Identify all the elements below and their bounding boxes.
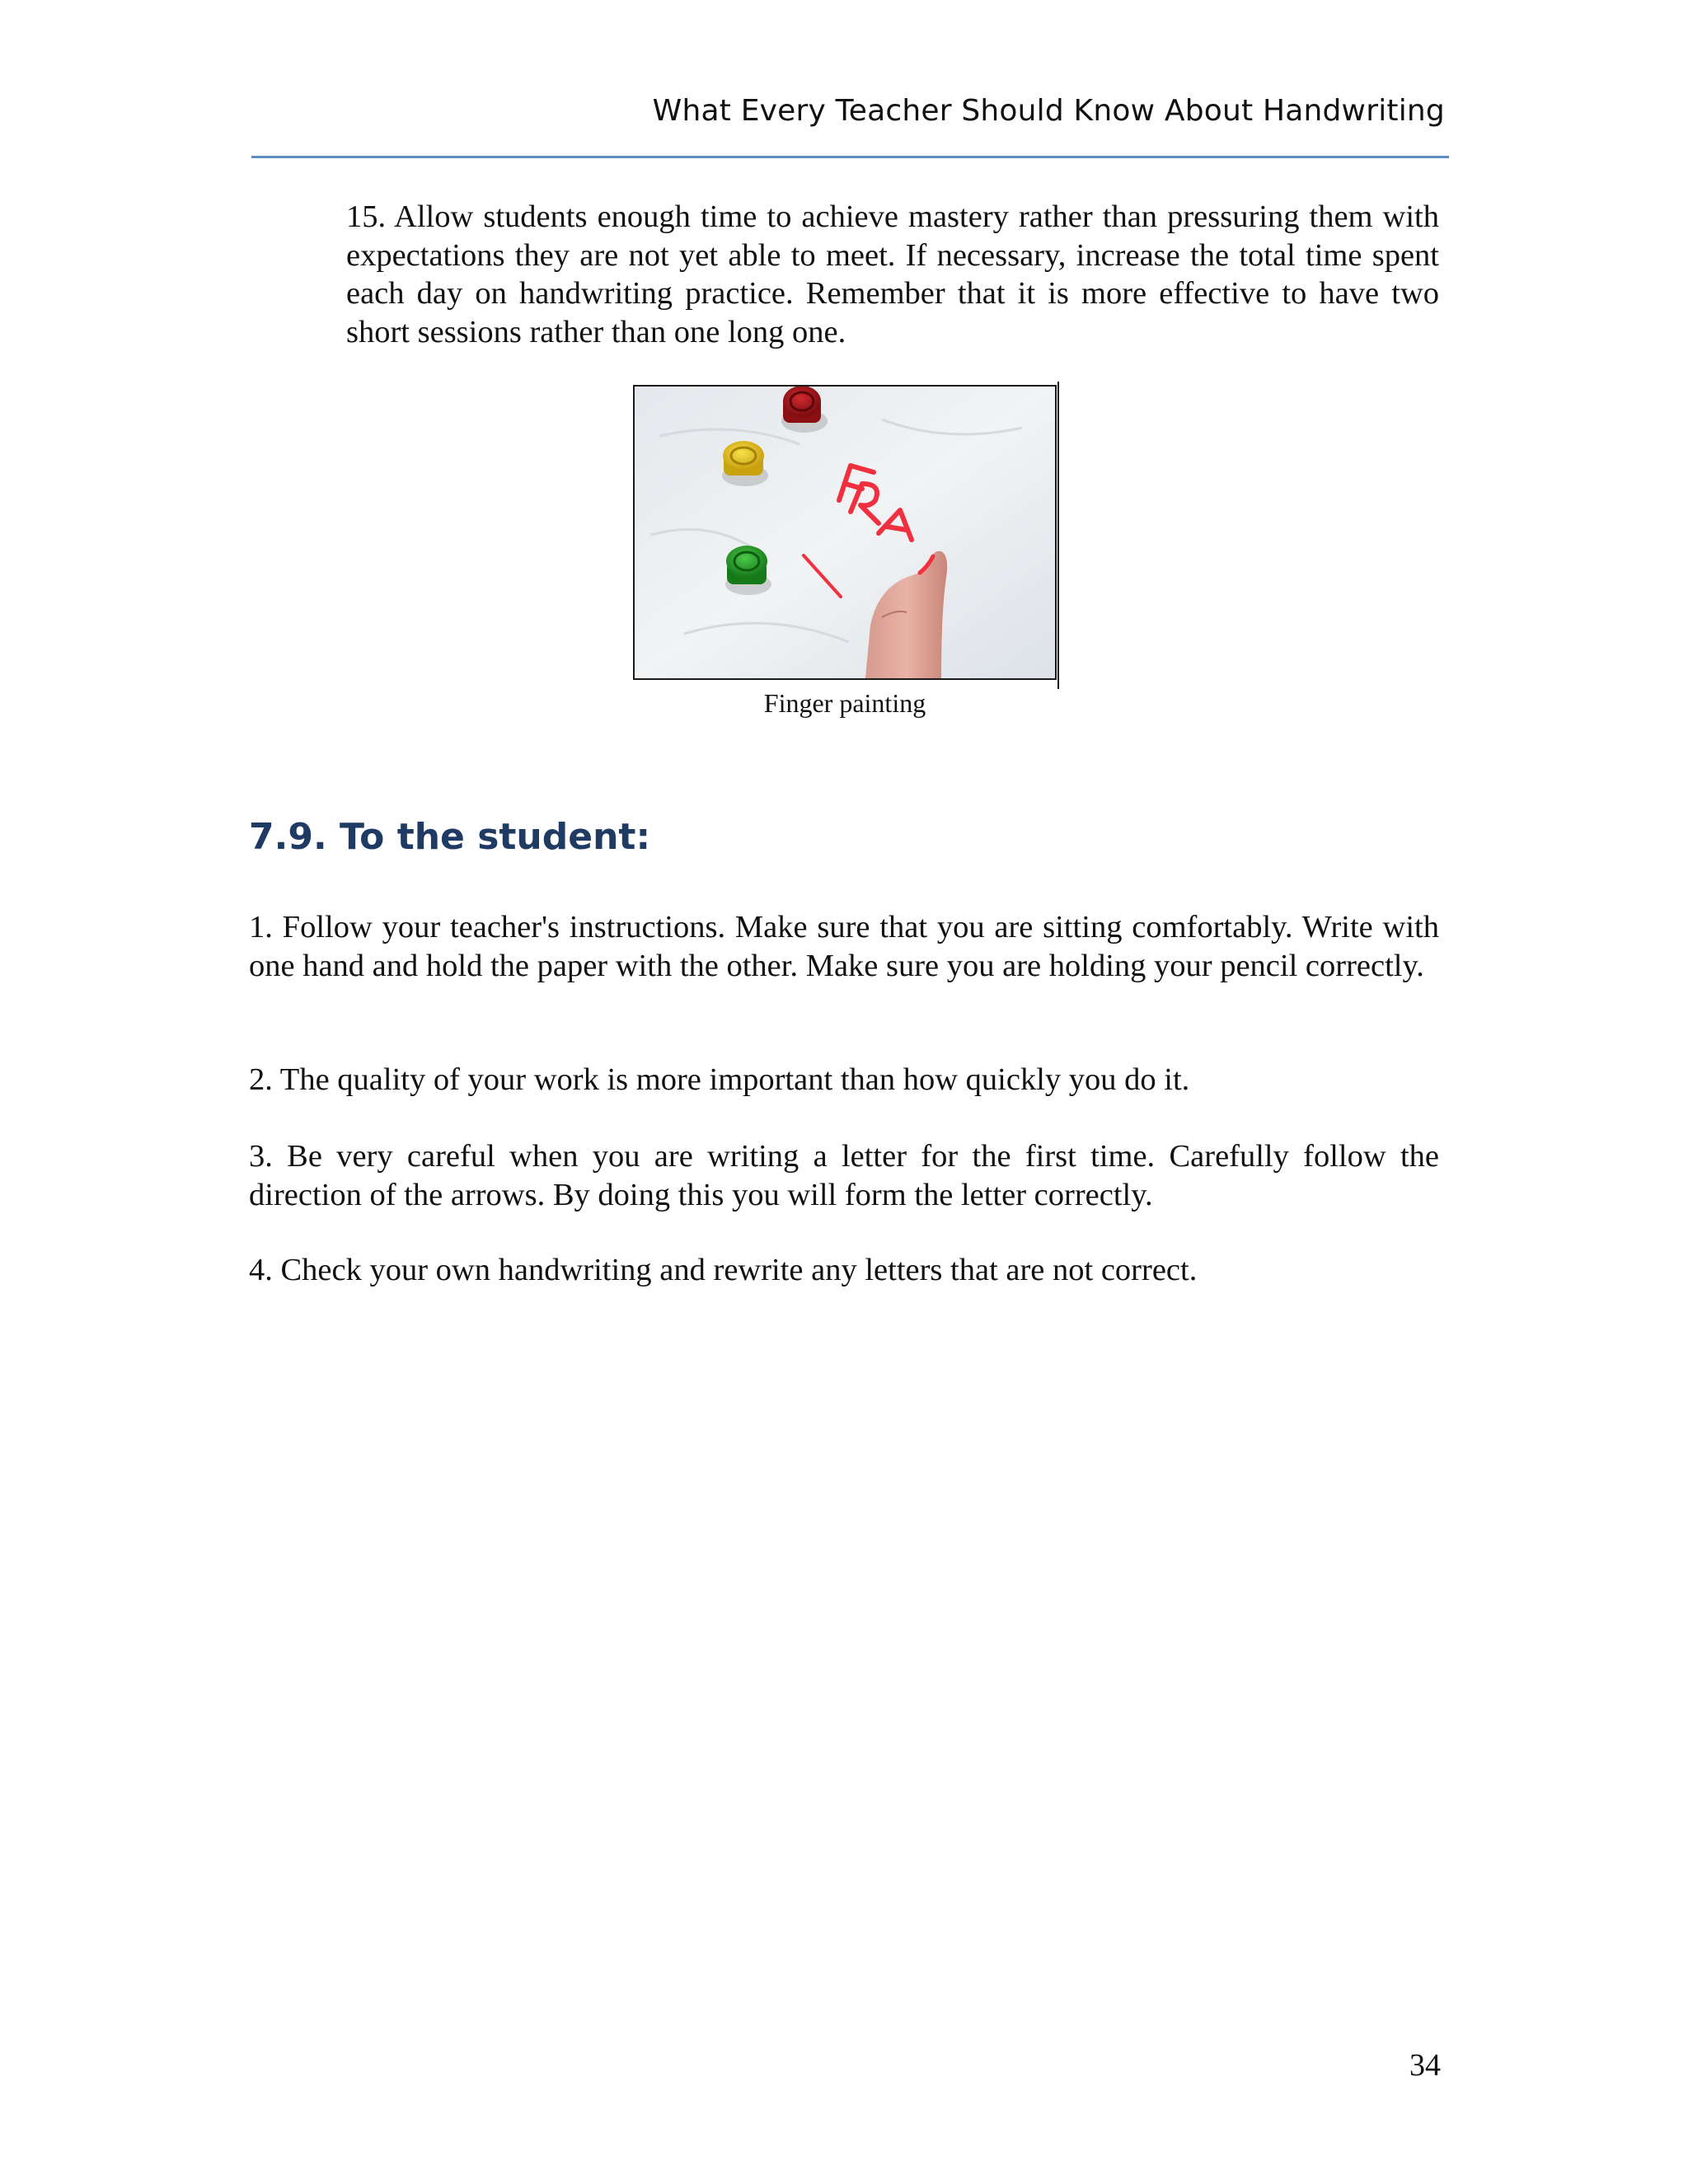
- header-rule: [251, 156, 1449, 158]
- figure-side-rule: [1057, 382, 1059, 689]
- figure-caption: Finger painting: [763, 688, 926, 718]
- section-heading: 7.9. To the student:: [249, 816, 651, 858]
- finger-painting-illustration: [635, 387, 1055, 678]
- running-header: What Every Teacher Should Know About Handwriting: [652, 94, 1445, 128]
- student-item-3: 3. Be very careful when you are writing a letter for the first time. Carefully follow the direction of the arrows. By doing this you will form the letter correctly.: [249, 1139, 1439, 1212]
- intro-item-15: 15. Allow students enough time to achieve mastery rather than pressuring them with expectations they are not yet able to meet. If necessary, increase the total time spent each day on handwriting practice. Remember that it is more effective to have two short sessions rather than one long one.: [346, 199, 1439, 349]
- page-number: 34: [1409, 2048, 1441, 2083]
- finger-painting-image: [633, 385, 1057, 680]
- student-item-1: 1. Follow your teacher's instructions. Make sure that you are sitting comfortably. Write with one hand and hold the paper with the other. Make sure you are holding your pencil correctly.: [249, 910, 1439, 983]
- student-item-4: 4. Check your own handwriting and rewrite any letters that are not correct.: [249, 1253, 1198, 1287]
- student-item-2: 2. The quality of your work is more important than how quickly you do it.: [249, 1062, 1190, 1097]
